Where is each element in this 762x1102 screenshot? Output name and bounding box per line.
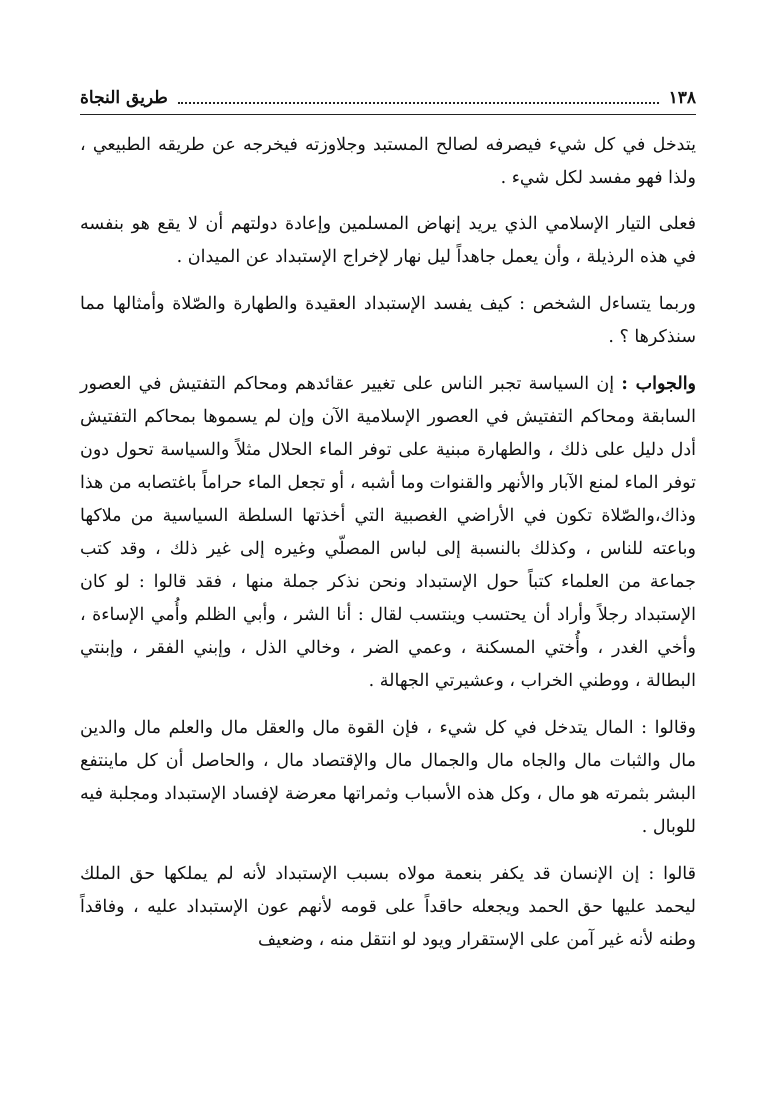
paragraph-2 <box>80 208 696 274</box>
header-rule <box>80 114 696 115</box>
paragraph-text: وقالوا : المال يتدخل في كل شيء ، فإن القوة مال والعقل مال والعلم مال والدين مال والثبات مال والجاه مال والجمال مال والإقتصاد مال ، والحاصل أن كل ماينتفع البشر بثمرته هو مال ، وكل هذه الأسباب وثمراتها معرضة لإفساد الإستبداد ومجلبة فيه للوبال . <box>80 718 696 837</box>
paragraph-3 <box>80 288 696 354</box>
paragraph-1 <box>80 129 696 195</box>
page-header <box>80 84 696 112</box>
paragraph-text: فعلى التيار الإسلامي الذي يريد إنهاض المسلمين وإعادة دولتهم أن لا يقع هو بنفسه في هذه الرذيلة ، وأن يعمل جاهداً ليل نهار لإخراج الإستبداد عن الميدان . <box>80 214 696 267</box>
paragraph-6 <box>80 858 696 957</box>
running-title: طريق النجاة <box>80 88 168 108</box>
paragraph-5 <box>80 712 696 844</box>
paragraph-text: وربما يتساءل الشخص : كيف يفسد الإستبداد العقيدة والطهارة والصّلاة وأمثالها مما سنذكرها ؟ . <box>80 294 696 347</box>
paragraph-text: قالوا : إن الإنسان قد يكفر بنعمة مولاه بسبب الإستبداد لأنه لم يملكها حق الملك ليحمد عليها حق الحمد ويجعله حاقداً على قومه لأنهم عون الإستبداد عليه ، وفاقداً وطنه لأنه غير آمن على الإستقرار ويود لو انتقل منه ، وضعيف <box>80 864 696 950</box>
book-page <box>80 84 696 957</box>
paragraph-lead: والجواب : <box>621 374 697 394</box>
dotted-leader <box>178 92 659 104</box>
paragraph-text: يتدخل في كل شيء فيصرفه لصالح المستبد وجلاوزته فيخرجه عن طريقه الطبيعي ، ولذا فهو مفسد لكل شيء . <box>80 135 696 188</box>
paragraph-4 <box>80 368 696 698</box>
page-number: ١٣٨ <box>668 88 696 108</box>
paragraph-text: إن السياسة تجبر الناس على تغيير عقائدهم ومحاكم التفتيش في العصور السابقة ومحاكم التفتيش في العصور الإسلامية الآن وإن لم يسموها بمحاكم التفتيش أدل دليل على ذلك ، والطهارة مبنية على توفر الماء الحلال مثلاً والسياسة تحول دون توفر الماء لمنع الآبار والأنهر والقنوات وما أشبه ، أو تجعل الماء حراماً باغتصابه من هذا وذاك،والصّلاة تكون في الأراضي الغصبية التي أخذتها السلطة السياسية من ملاكها وباعته للناس ، وكذلك بالنسبة إلى لباس المصلّي وغيره إلى غير ذلك ، وقد كتب جماعة من العلماء كتباً حول الإستبداد ونحن نذكر جملة منها ، فقد قالوا : لو كان الإستبداد رجلاً وأراد أن يحتسب وينتسب لقال : أنا الشر ، وأبي الظلم وأُمي الإساءة ، وأخي الغدر ، وأُختي المسكنة ، وعمي الضر ، وخالي الذل ، وإبني الفقر ، وإبنتي البطالة ، ووطني الخراب ، وعشيرتي الجهالة . <box>80 374 696 691</box>
